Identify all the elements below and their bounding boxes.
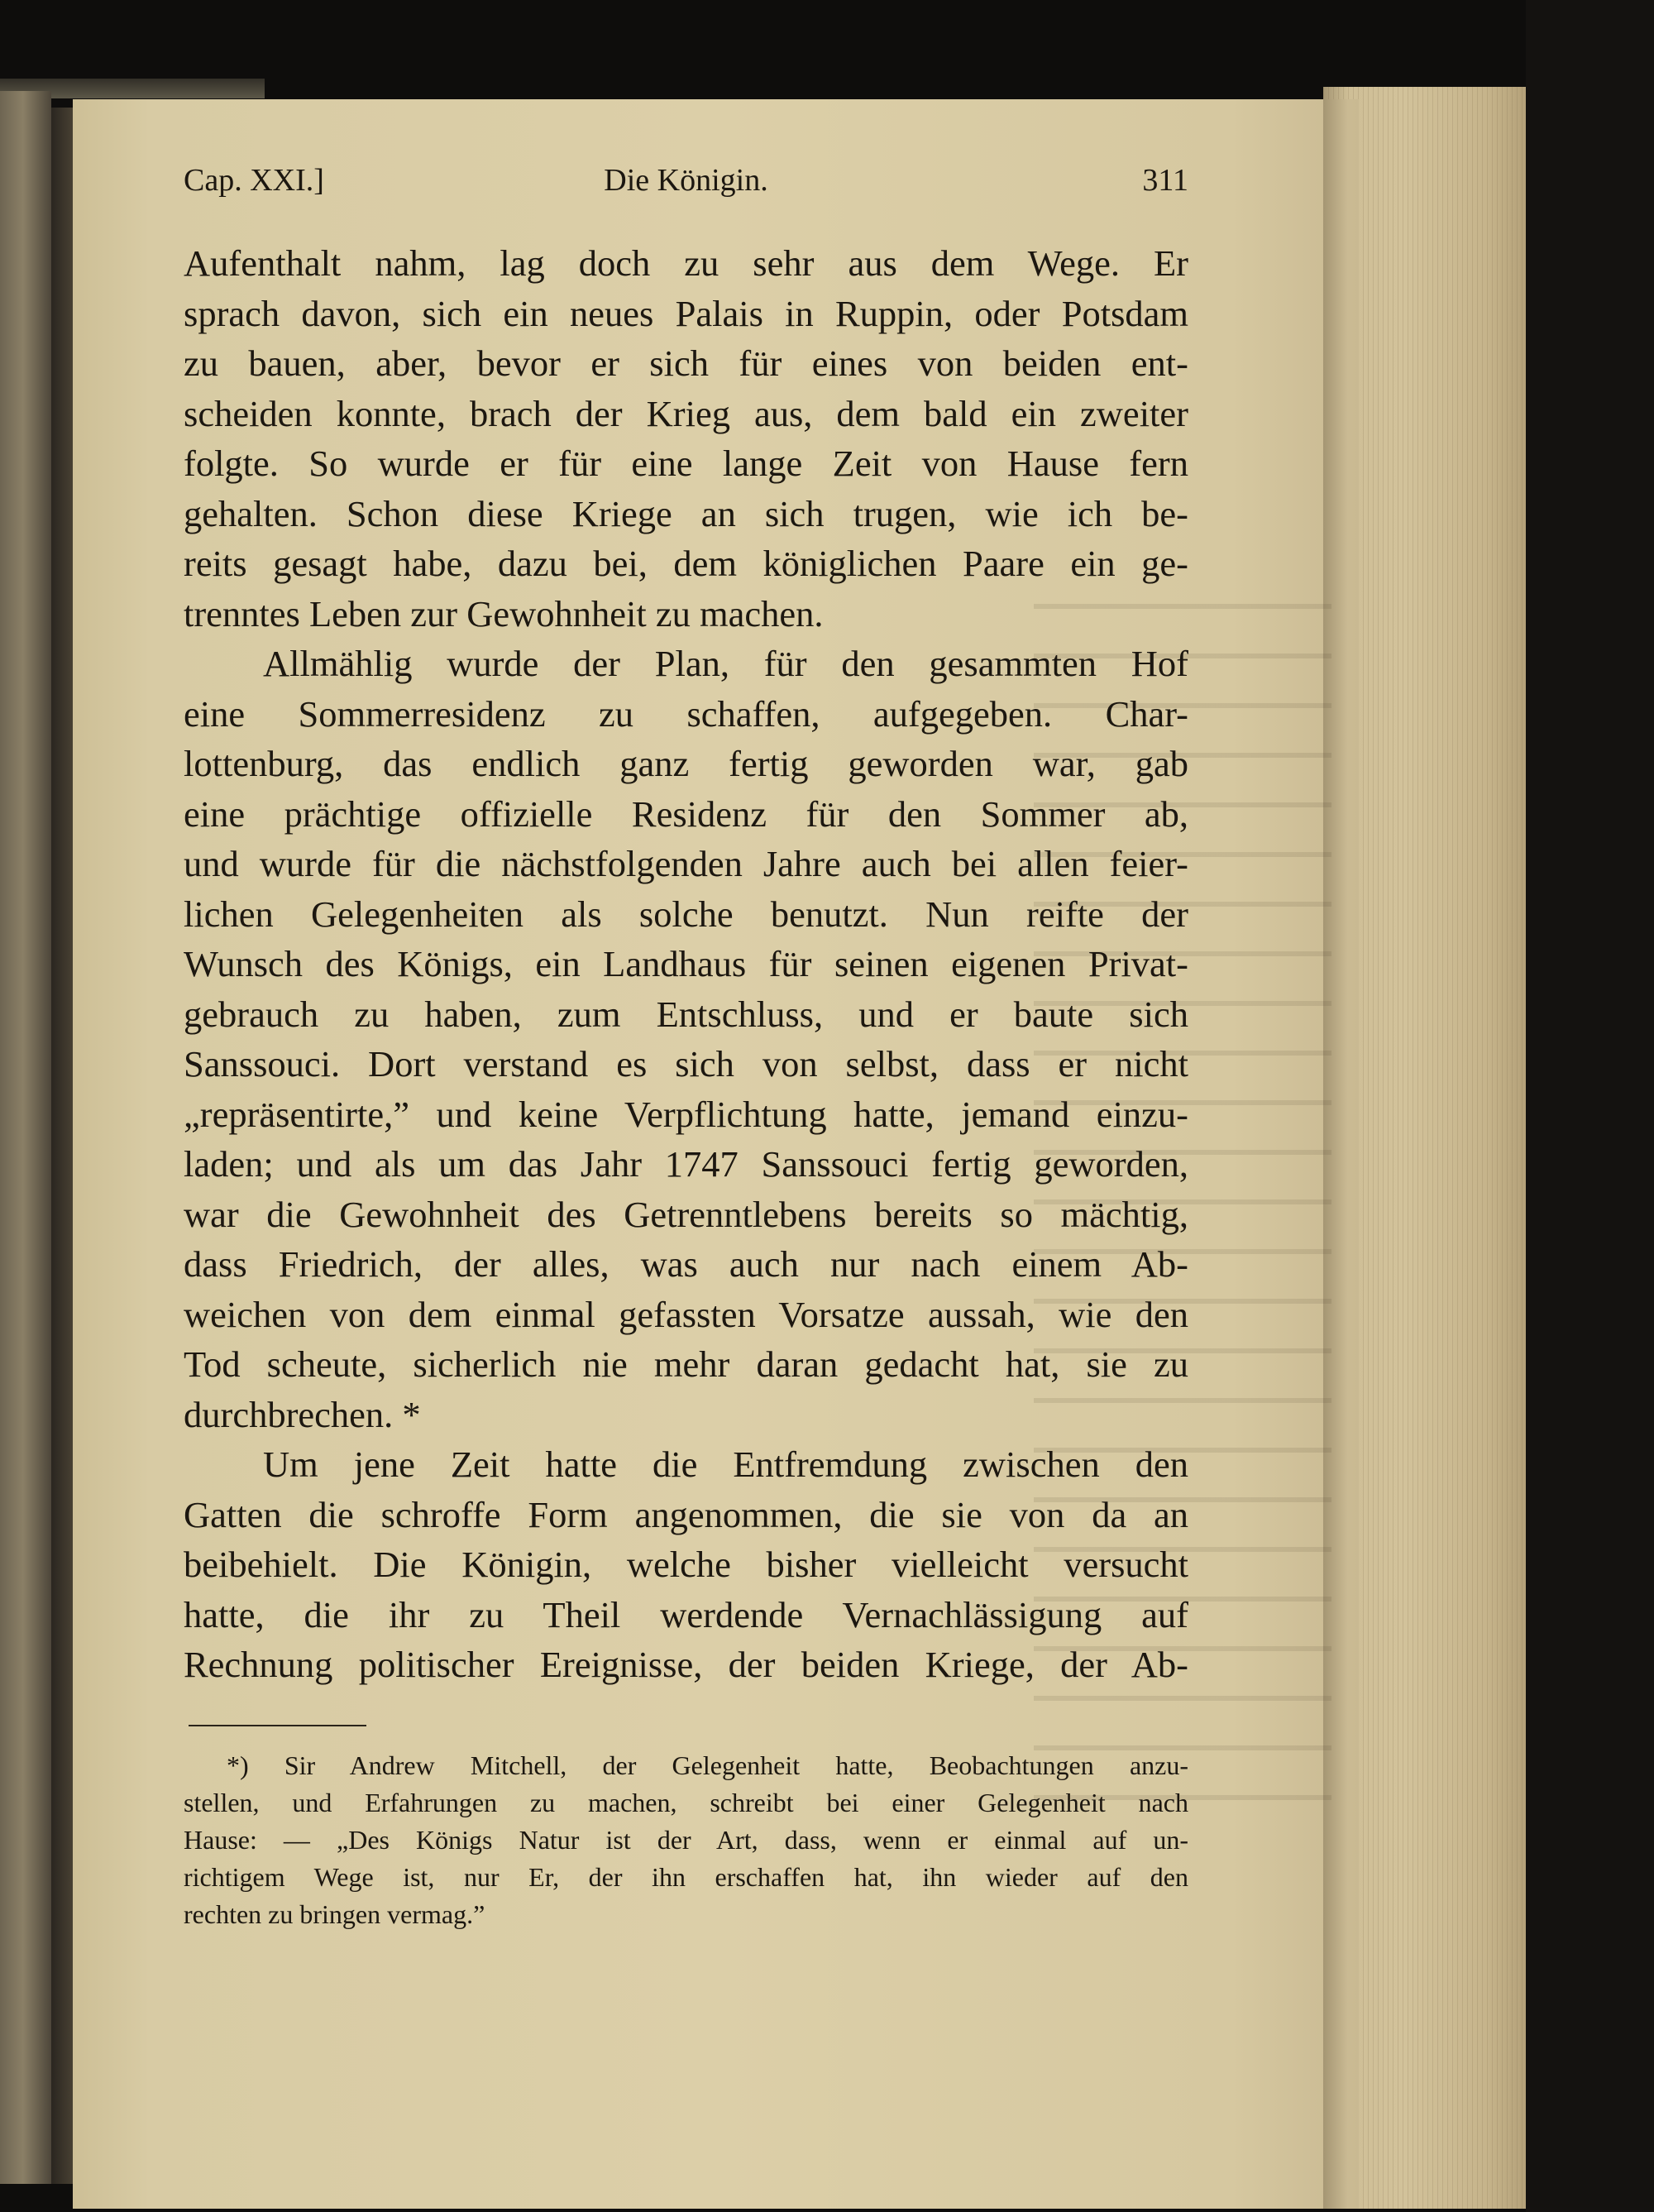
body-line: Allmählig wurde der Plan, für den gesammten Hof xyxy=(263,643,1188,684)
page-number: 311 xyxy=(1142,163,1188,198)
footnote-line: Hause: — „Des Königs Natur ist der Art, dass, wenn er einmal auf un- xyxy=(184,1825,1188,1855)
running-header xyxy=(184,162,1188,203)
body-line: Rechnung politischer Ereignisse, der beiden Kriege, der Ab- xyxy=(184,1644,1188,1685)
body-line: laden; und als um das Jahr 1747 Sanssouci fertig geworden, xyxy=(184,1143,1188,1185)
body-line: hatte, die ihr zu Theil werdende Vernachlässigung auf xyxy=(184,1593,1188,1635)
body-line: Wunsch des Königs, ein Landhaus für seinen eigenen Privat- xyxy=(184,943,1188,984)
body-line: lottenburg, das endlich ganz fertig geworden war, gab xyxy=(184,743,1188,784)
body-line: scheiden konnte, brach der Krieg aus, dem bald ein zweiter xyxy=(184,392,1188,434)
footnote-rule xyxy=(189,1725,366,1726)
body-text xyxy=(184,238,1188,1690)
body-line: Aufenthalt nahm, lag doch zu sehr aus dem Wege. Er xyxy=(184,242,1188,284)
body-line: dass Friedrich, der alles, was auch nur nach einem Ab- xyxy=(184,1243,1188,1285)
body-line: gebrauch zu haben, zum Entschluss, und er baute sich xyxy=(184,993,1188,1035)
footnote-line: stellen, und Erfahrungen zu machen, schreibt bei einer Gelegenheit nach xyxy=(184,1788,1188,1817)
body-line: gehalten. Schon diese Kriege an sich trugen, wie ich be- xyxy=(184,492,1188,534)
body-line: trenntes Leben zur Gewohnheit zu machen. xyxy=(184,592,824,634)
body-line: folgte. So wurde er für eine lange Zeit von Hause fern xyxy=(184,443,1188,484)
body-line: durchbrechen. * xyxy=(184,1393,421,1435)
body-line: war die Gewohnheit des Getrenntlebens bereits so mächtig, xyxy=(184,1193,1188,1235)
body-line: beibehielt. Die Königin, welche bisher vielleicht versucht xyxy=(184,1544,1188,1585)
body-line: Gatten die schroffe Form angenommen, die sie von da an xyxy=(184,1493,1188,1535)
body-line: und wurde für die nächstfolgenden Jahre auch bei allen feier- xyxy=(184,843,1188,884)
running-title: Die Königin. xyxy=(604,163,768,198)
body-line: eine Sommerresidenz zu schaffen, aufgegeben. Char- xyxy=(184,692,1188,735)
body-line: „repräsentirte,” und keine Verpflichtung hatte, jemand einzu- xyxy=(184,1093,1188,1135)
body-line: sprach davon, sich ein neues Palais in Ruppin, oder Potsdam xyxy=(184,292,1188,334)
footnote xyxy=(184,1747,1188,1933)
body-line: eine prächtige offizielle Residenz für den Sommer ab, xyxy=(184,792,1188,835)
body-line: lichen Gelegenheiten als solche benutzt. Nun reifte der xyxy=(184,893,1188,935)
footnote-line: rechten zu bringen vermag.” xyxy=(184,1899,485,1929)
body-line: reits gesagt habe, dazu bei, dem königlichen Paare ein ge- xyxy=(184,543,1188,584)
body-line: weichen von dem einmal gefassten Vorsatze aussah, wie den xyxy=(184,1293,1188,1335)
book-gutter xyxy=(51,108,74,2184)
body-line: Tod scheute, sicherlich nie mehr daran gedacht hat, sie zu xyxy=(184,1343,1188,1385)
footnote-line: richtigem Wege ist, nur Er, der ihn erschaffen hat, ihn wieder auf den xyxy=(184,1862,1188,1892)
body-line: Um jene Zeit hatte die Entfremdung zwischen den xyxy=(263,1444,1188,1485)
previous-page-edge xyxy=(0,91,51,2184)
footnote-line: *) Sir Andrew Mitchell, der Gelegenheit hatte, Beobachtungen anzu- xyxy=(227,1750,1188,1780)
chapter-label: Cap. XXI.] xyxy=(184,163,324,198)
body-line: zu bauen, aber, bevor er sich für eines von beiden ent- xyxy=(184,342,1188,384)
background-right xyxy=(1526,0,1654,2212)
body-line: Sanssouci. Dort verstand es sich von selbst, dass er nicht xyxy=(184,1043,1188,1084)
